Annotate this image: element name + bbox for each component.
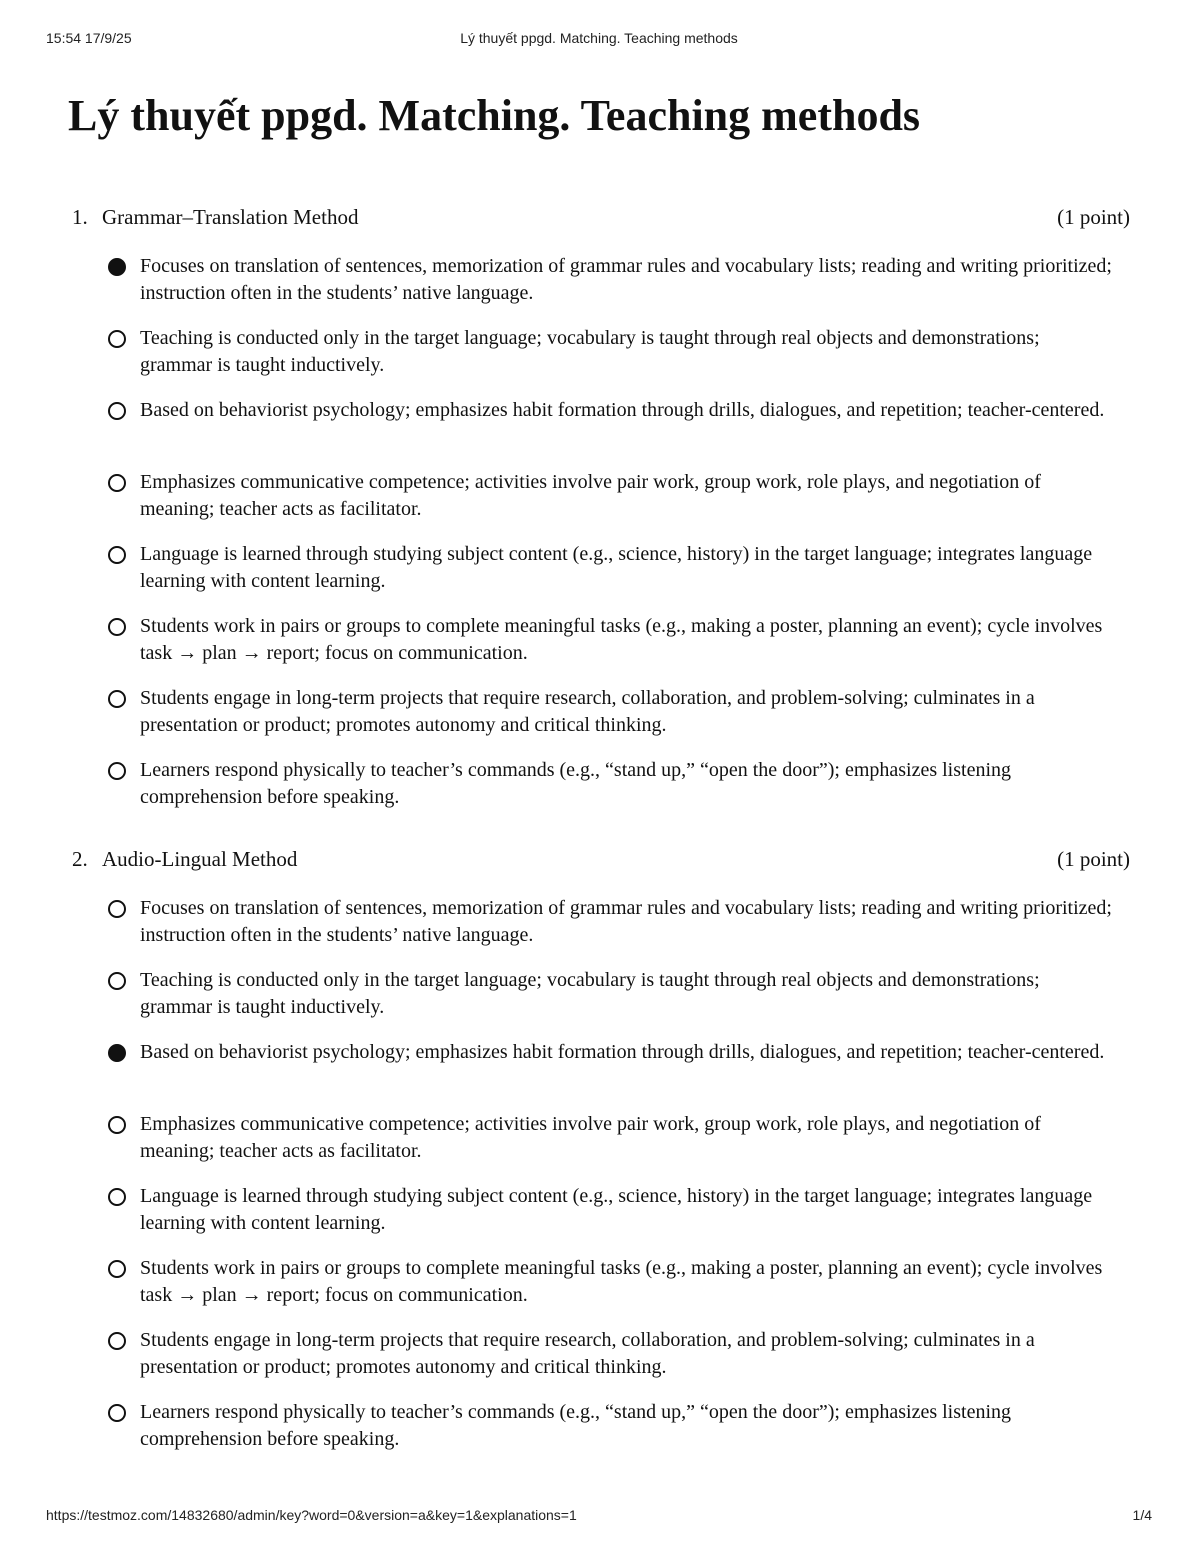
question-1 [72, 203, 1130, 808]
radio-button-icon[interactable] [108, 546, 126, 564]
question-title: Grammar–Translation Method [102, 205, 359, 229]
answer-option-text: Focuses on translation of sentences, memorization of grammar rules and vocabulary lists; reading and writing prioritized; instruction often in the students’ native language. [140, 897, 1112, 946]
answer-option-text: Teaching is conducted only in the target language; vocabulary is taught through real objects and demonstrations; grammar is taught inductively. [140, 327, 1040, 376]
answer-option-text: Students work in pairs or groups to complete meaningful tasks (e.g., making a poster, planning an event); cycle involves task → plan → report; focus on communication. [140, 1257, 1103, 1306]
radio-button-icon[interactable] [108, 1188, 126, 1206]
answer-option-text: Focuses on translation of sentences, memorization of grammar rules and vocabulary lists; reading and writing prioritized; instruction often in the students’ native language. [140, 255, 1112, 304]
radio-button-icon[interactable] [108, 1404, 126, 1422]
answer-option[interactable] [108, 541, 1108, 601]
answer-option[interactable] [108, 397, 1108, 457]
radio-button-icon[interactable] [108, 900, 126, 918]
answer-option-text: Learners respond physically to teacher’s commands (e.g., “stand up,” “open the door”); emphasizes listening comprehension before speaking. [140, 759, 1012, 808]
radio-button-icon[interactable] [108, 1044, 126, 1062]
answer-option-text: Teaching is conducted only in the target language; vocabulary is taught through real objects and demonstrations; grammar is taught inductively. [140, 969, 1040, 1018]
answer-option-text: Learners respond physically to teacher’s commands (e.g., “stand up,” “open the door”); emphasizes listening comprehension before speaking. [140, 1401, 1012, 1450]
answer-option[interactable] [108, 757, 1108, 817]
answer-option-text: Based on behaviorist psychology; emphasizes habit formation through drills, dialogues, and repetition; teacher-centered. [140, 399, 1105, 421]
question-title: Audio-Lingual Method [102, 847, 298, 871]
page-number: 1/4 [1132, 1507, 1152, 1523]
answer-option[interactable] [108, 325, 1108, 385]
answer-option[interactable] [108, 895, 1112, 955]
answer-option[interactable] [108, 1327, 1108, 1387]
print-header-title: Lý thuyết ppgd. Matching. Teaching methods [460, 30, 738, 46]
question-points: (1 point) [1057, 205, 1130, 229]
answer-option[interactable] [108, 469, 1108, 529]
radio-button-icon[interactable] [108, 762, 126, 780]
radio-button-icon[interactable] [108, 972, 126, 990]
radio-button-icon[interactable] [108, 1332, 126, 1350]
page-title: Lý thuyết ppgd. Matching. Teaching methods [68, 91, 921, 140]
answer-option[interactable] [108, 967, 1108, 1027]
answer-option[interactable] [108, 1255, 1108, 1315]
radio-button-icon[interactable] [108, 330, 126, 348]
answer-option[interactable] [108, 613, 1108, 673]
answer-option-text: Students work in pairs or groups to complete meaningful tasks (e.g., making a poster, planning an event); cycle involves task → plan → report; focus on communication. [140, 615, 1103, 664]
question-2 [72, 845, 1130, 1450]
answer-option-text: Language is learned through studying subject content (e.g., science, history) in the target language; integrates language learning with content learning. [140, 1185, 1093, 1234]
print-url: https://testmoz.com/14832680/admin/key?word=0&version=a&key=1&explanations=1 [46, 1507, 577, 1523]
question-header [72, 845, 1130, 873]
question-points: (1 point) [1057, 847, 1130, 871]
answer-option[interactable] [108, 1111, 1108, 1171]
radio-button-icon[interactable] [108, 618, 126, 636]
answer-option[interactable] [108, 1399, 1108, 1459]
print-footer [46, 1507, 1152, 1527]
answer-option[interactable] [108, 253, 1112, 313]
radio-button-icon[interactable] [108, 1116, 126, 1134]
answer-option-text: Based on behaviorist psychology; emphasizes habit formation through drills, dialogues, and repetition; teacher-centered. [140, 1041, 1105, 1063]
answer-option-text: Emphasizes communicative competence; activities involve pair work, group work, role plays, and negotiation of meaning; teacher acts as facilitator. [140, 1113, 1041, 1162]
print-timestamp: 15:54 17/9/25 [46, 30, 132, 46]
radio-button-icon[interactable] [108, 474, 126, 492]
answer-option-text: Emphasizes communicative competence; activities involve pair work, group work, role plays, and negotiation of meaning; teacher acts as facilitator. [140, 471, 1041, 520]
answer-option-text: Students engage in long-term projects that require research, collaboration, and problem-solving; culminates in a presentation or product; promotes autonomy and critical thinking. [140, 1329, 1035, 1378]
answer-option[interactable] [108, 1039, 1108, 1099]
question-number: 1. [72, 205, 88, 229]
radio-button-icon[interactable] [108, 1260, 126, 1278]
question-number: 2. [72, 847, 88, 871]
radio-button-icon[interactable] [108, 690, 126, 708]
answer-option-text: Students engage in long-term projects that require research, collaboration, and problem-solving; culminates in a presentation or product; promotes autonomy and critical thinking. [140, 687, 1035, 736]
answer-option[interactable] [108, 685, 1108, 745]
answer-option-text: Language is learned through studying subject content (e.g., science, history) in the target language; integrates language learning with content learning. [140, 543, 1093, 592]
question-header [72, 203, 1130, 231]
answer-option[interactable] [108, 1183, 1108, 1243]
print-header [46, 30, 1152, 50]
radio-button-icon[interactable] [108, 258, 126, 276]
radio-button-icon[interactable] [108, 402, 126, 420]
